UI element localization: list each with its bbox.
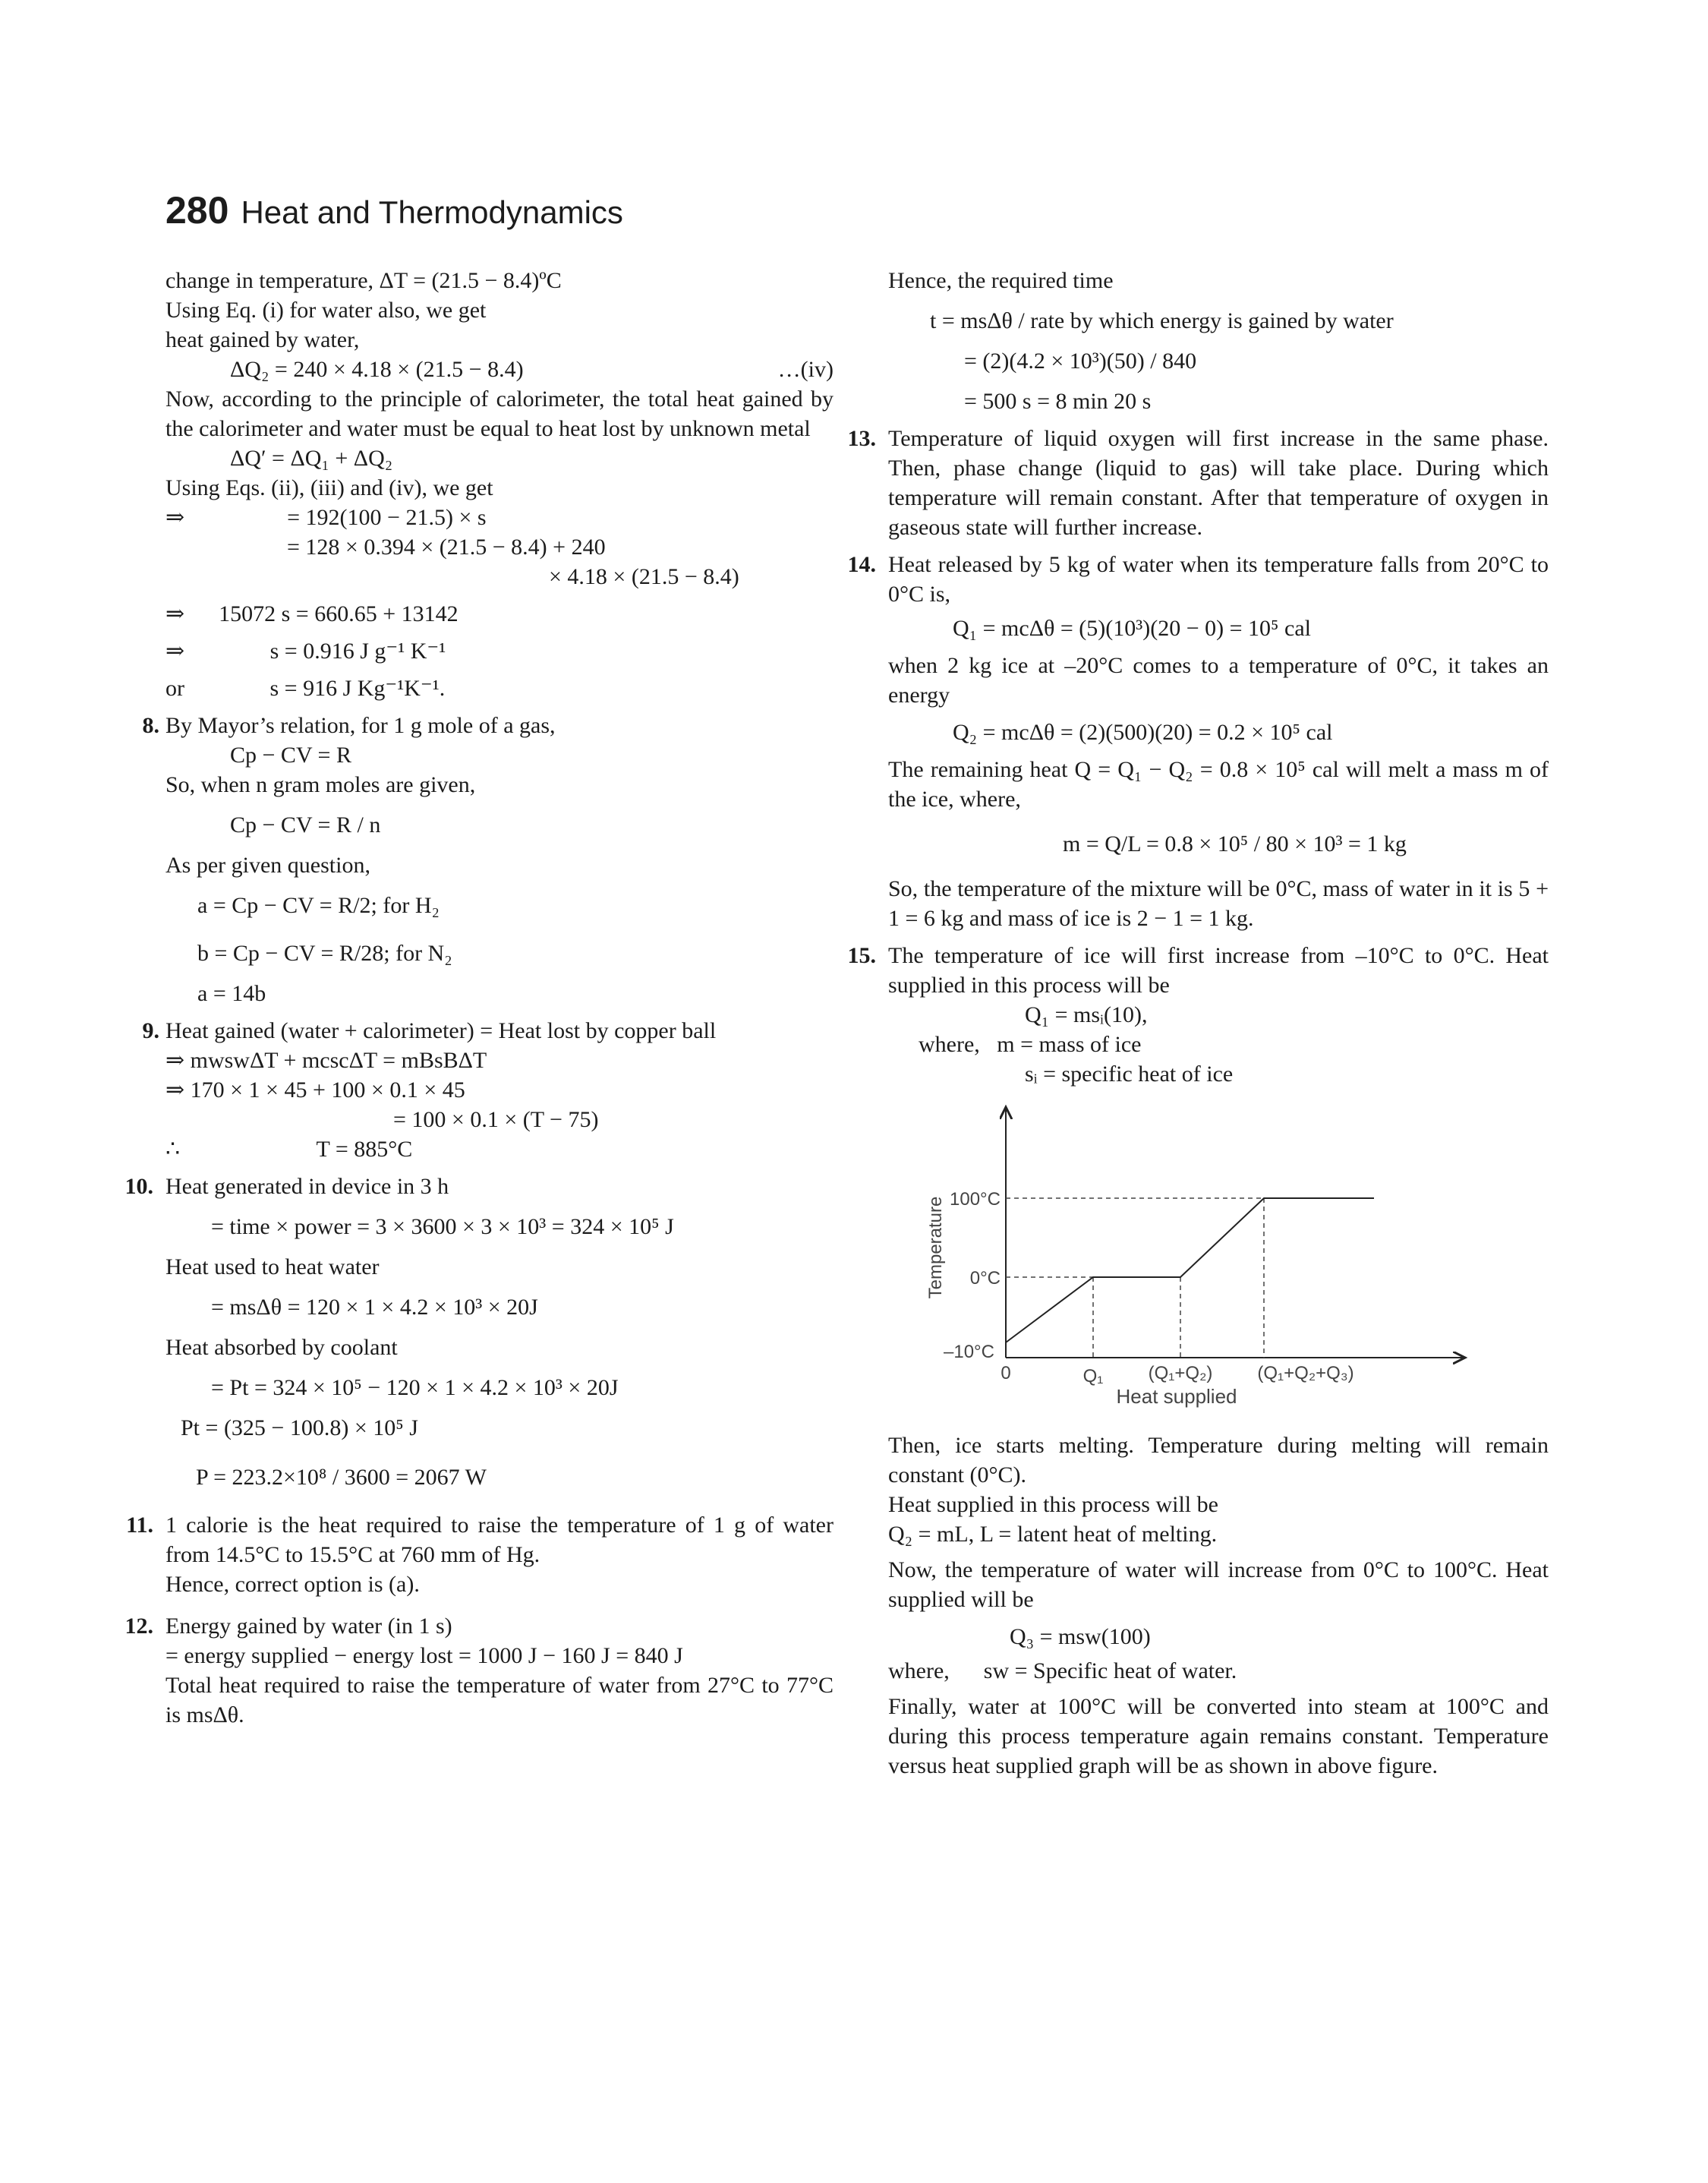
line: heat gained by water, [165,327,360,352]
x-tick-q1: Q₁ [1082,1366,1104,1386]
question-number: 9. [142,1018,159,1043]
line: change in temperature, ΔT = (21.5 − 8.4)ºC [165,268,562,293]
equation: × 4.18 × (21.5 − 8.4) [549,564,739,589]
equation: ⇒ mwswΔT + mcscΔT = mBsBΔT [165,1048,487,1073]
line: where, sw = Specific heat of water. [888,1658,1237,1683]
line: Heat absorbed by coolant [165,1335,398,1360]
paragraph: 1 calorie is the heat required to raise the temperature of 1 g of water from 14.5°C to 15.5°C at 760 mm of Hg. [165,1513,834,1567]
equation: ΔQ′ = ΔQ₁ + ΔQ₂ [230,446,393,471]
question-number: 11. [126,1513,153,1538]
left-column [124,266,834,1730]
chapter-title: Heat and Thermodynamics [241,194,623,230]
x-tick-q1q2q3: (Q₁+Q₂+Q₃) [1257,1363,1354,1383]
equation: Q₂ = mL, L = latent heat of melting. [888,1522,1218,1547]
question-13 [824,424,1549,542]
question-11 [102,1510,834,1599]
equation: ∴ T = 885°C [165,1137,413,1162]
equation: ⇒ 170 × 1 × 45 + 100 × 0.1 × 45 [165,1077,465,1103]
page-number: 280 [165,189,229,232]
paragraph: Then, ice starts melting. Temperature during melting will remain constant (0°C). [888,1433,1549,1487]
question-number: 14. [847,552,876,577]
paragraph: So, the temperature of the mixture will be 0°C, mass of water in it is 5 + 1 = 6 kg and mass of ice is 2 − 1 = 1 kg. [888,876,1549,931]
question-9 [102,1016,834,1164]
paragraph: Total heat required to raise the temperature of water from 27°C to 77°C is msΔθ. [165,1673,834,1727]
equation: ⇒ 15072 s = 660.65 + 13142 [165,601,459,626]
equation: = 500 s = 8 min 20 s [964,389,1152,414]
line: Energy gained by water (in 1 s) [165,1614,452,1639]
graph-svg [919,1099,1511,1418]
equation: Q₃ = msw(100) [1010,1624,1151,1649]
equation: ⇒ = 192(100 − 21.5) × s [165,505,487,530]
paragraph: The remaining heat Q = Q₁ − Q₂ = 0.8 × 10⁵ cal will melt a mass m of the ice, where, [888,757,1549,812]
heating-curve [1006,1198,1374,1342]
question-12 [102,1611,834,1730]
equation: t = msΔθ / rate by which energy is gained by water [930,308,1394,333]
equation: = energy supplied − energy lost = 1000 J − 160 J = 840 J [165,1643,683,1668]
line: Heat generated in device in 3 h [165,1174,449,1199]
equation: b = Cp − CV = R/28; for N₂ [197,941,452,966]
equation: Cp − CV = R / n [230,812,381,838]
equation: = 100 × 0.1 × (T − 75) [393,1107,599,1132]
paragraph: when 2 kg ice at –20°C comes to a temperature of 0°C, it takes an energy [888,653,1549,708]
question-14 [824,550,1549,933]
paragraph: Heat released by 5 kg of water when its temperature falls from 20°C to 0°C is, [888,552,1549,607]
paragraph: Finally, water at 100°C will be converted into steam at 100°C and during this process temperature again remains constant. Temperature versus heat supplied graph will be as shown in above figure. [888,1694,1549,1778]
equation: Q₂ = mcΔθ = (2)(500)(20) = 0.2 × 10⁵ cal [953,720,1333,745]
equation: P = 223.2×10⁸ / 3600 = 2067 W [196,1465,487,1490]
equation: ⇒ s = 0.916 J g⁻¹ K⁻¹ [165,639,446,664]
question-15 [824,941,1549,1781]
line: sᵢ = specific heat of ice [1025,1062,1234,1087]
paragraph: Temperature of liquid oxygen will first increase in the same phase. Then, phase change (liquid to gas) will take place. During which temperature will remain constant. After that temperature of oxygen in gaseous state will further increase. [888,426,1549,540]
line: As per given question, [165,853,370,878]
line: Hence, the required time [888,268,1114,293]
y-tick-minus10c: –10°C [944,1342,994,1362]
right-column [847,266,1549,1781]
line: Using Eqs. (ii), (iii) and (iv), we get [165,475,493,500]
question-number: 8. [142,713,159,738]
x-tick-q1q2: (Q₁+Q₂) [1148,1363,1213,1383]
y-tick-100c: 100°C [950,1189,1001,1210]
page-header [165,188,623,232]
equation: Q₁ = mcΔθ = (5)(10³)(20 − 0) = 10⁵ cal [953,616,1311,641]
paragraph: Now, the temperature of water will increase from 0°C to 100°C. Heat supplied will be [888,1557,1549,1612]
line: Heat gained (water + calorimeter) = Heat lost by copper ball [165,1018,717,1043]
equation: = Pt = 324 × 10⁵ − 120 × 1 × 4.2 × 10³ × 20J [211,1375,619,1400]
question-number: 12. [124,1614,153,1639]
temperature-graph [919,1099,1549,1426]
equation: Cp − CV = R [230,743,351,768]
y-axis-label: Temperature [925,1196,946,1299]
question-8 [102,711,834,1008]
paragraph: The temperature of ice will first increase from –10°C to 0°C. Heat supplied in this process will be [888,943,1549,998]
line: where, m = mass of ice [919,1032,1142,1057]
equation: a = 14b [197,981,266,1006]
question-10 [102,1172,834,1492]
line: Using Eq. (i) for water also, we get [165,298,487,323]
equation: = 128 × 0.394 × (21.5 − 8.4) + 240 [287,535,606,560]
equation: a = Cp − CV = R/2; for H₂ [197,893,440,918]
equation-tag: …(iv) [777,357,834,382]
line: Hence, correct option is (a). [165,1572,420,1597]
equation: m = Q/L = 0.8 × 10⁵ / 80 × 10³ = 1 kg [1063,831,1407,856]
equation: Q₁ = msᵢ(10), [1025,1002,1148,1027]
equation: or s = 916 J Kg⁻¹K⁻¹. [165,676,446,701]
equation: ΔQ₂ = 240 × 4.18 × (21.5 − 8.4) [230,357,524,382]
question-number: 10. [124,1174,153,1199]
equation-line [165,355,834,384]
question-number: 13. [847,426,876,451]
paragraph: Now, according to the principle of calorimeter, the total heat gained by the calorimeter and water must be equal to heat lost by unknown metal [165,386,834,441]
line: By Mayor’s relation, for 1 g mole of a gas, [165,713,556,738]
x-tick-0: 0 [1001,1363,1011,1383]
y-tick-0c: 0°C [969,1268,1001,1289]
line: So, when n gram moles are given, [165,772,476,797]
line: Heat used to heat water [165,1254,380,1279]
equation: = time × power = 3 × 3600 × 3 × 10³ = 324 × 10⁵ J [211,1214,674,1239]
line: Heat supplied in this process will be [888,1492,1218,1517]
equation: Pt = (325 − 100.8) × 10⁵ J [181,1415,418,1440]
equation: = (2)(4.2 × 10³)(50) / 840 [964,349,1197,374]
question-number: 15. [847,943,876,968]
equation: = msΔθ = 120 × 1 × 4.2 × 10³ × 20J [211,1295,538,1320]
x-axis-label: Heat supplied [1116,1385,1237,1408]
